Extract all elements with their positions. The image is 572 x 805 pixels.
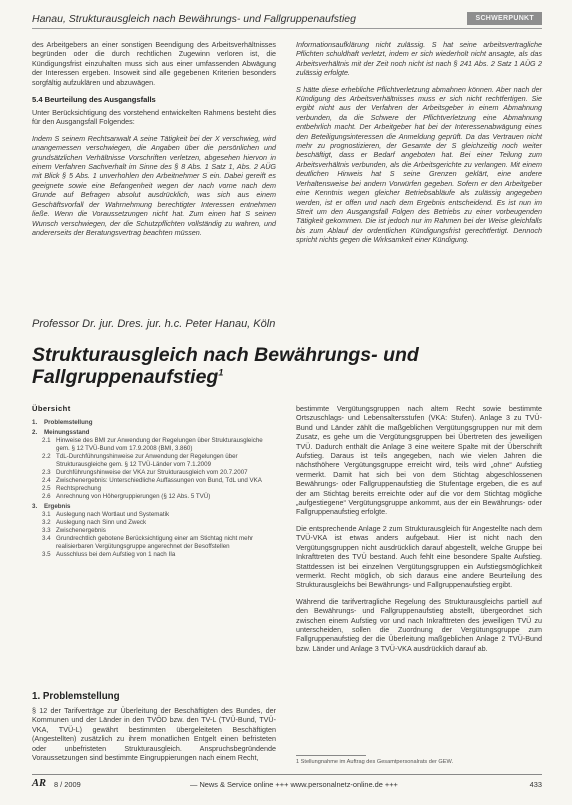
footer-news-line: — News & Service online +++ www.personalnetz-online.de +++	[190, 780, 398, 789]
toc-item	[32, 453, 276, 469]
toc-item-text: Grundrechtlich gebotene Berücksichtigung einer am Stichtag nicht mehr realisierbaren Vergütungsgruppe angerechnet der Besoffstellen	[56, 535, 254, 550]
toc-item	[32, 535, 276, 551]
footnote-rule	[296, 755, 366, 756]
toc-item	[32, 511, 276, 519]
toc-item	[32, 519, 276, 527]
toc-item-number: 2.	[32, 429, 38, 436]
toc-item-number: 3.4	[42, 535, 51, 542]
toc-list	[32, 419, 276, 559]
toc-item-number: 3.5	[42, 551, 51, 558]
toc-item-number: 3.	[32, 503, 38, 510]
article-title	[32, 344, 542, 388]
paragraph: Die entsprechende Anlage 2 zum Strukturausgleich für Angestellte nach dem TVÜ-VKA ist etwas anders aufgebaut. Hier ist nicht nach den Vergütungsgruppen nicht ausdrücklich darauf abgestellt, welche Gruppe bei Inkrafttreten des TVÜ bestand. Auch fehlt eine besondere Spalte Aufstieg. Stattdessen ist bei einzelnen Vergütungsgruppen ein Aufstiegsmöglichkeit vermerkt. Recht möglich, ob sich daraus eine andere Beurteilung des Strukturausgleichs bei Bewährungs- und Fallgruppenaufstieg ergibt.	[296, 523, 542, 590]
paragraph: bestimmte Vergütungsgruppen nach altem Recht sowie bestimmte Ortszuschlags- und Lebensaltersstufen (VKA: Stufen). Anlage 3 zu TVÜ-Bund und Länder zählt die maßgeblichen Vergütungsgruppen nur mit dem Zusatz, es gehe um die Vergütungsgruppen bei Übertreten des jeweiligen TVÜ. Dadurch enthält die Anlage 3 eine weitere Spalte mit der Überschrift Aufstieg. Daraus ist teils angegeben, nach wie vielen Jahren die nächsthöhere Vergütungsgruppe erreicht wird, teils wird „ohne“ Aufstieg vermerkt. Damit hat sich bei von dem Stichtag abgeschlossenen Bewährungs- oder Fallgruppenaufstieg die Stufentage ergeben, die es auf der am Stichtag bereits erreichte oder auf die vor dem Stichtag mögliche „aufgestiegene“ Vergütungsgruppe ankommt, aus der ein Bewährungs- oder Fallgruppenaufstieg erfolgte.	[296, 404, 542, 517]
toc-item-text: Ausschluss bei dem Aufstieg von 1 nach IIa	[56, 551, 176, 558]
toc-item	[32, 419, 276, 427]
toc-item-number: 2.4	[42, 477, 51, 484]
toc-item	[32, 429, 276, 437]
toc-item-number: 2.3	[42, 469, 51, 476]
toc-item-text: Meinungsstand	[44, 429, 90, 436]
toc-item-text: Hinweise des BMI zur Anwendung der Regelungen über Strukturausgleiche gem. § 12 TVÜ-Bund vom 17.9.2008 (BMI, 3.860)	[56, 437, 263, 452]
toc-item	[32, 527, 276, 535]
toc-item-text: Auslegung nach Wortlaut und Systematik	[56, 511, 170, 518]
toc-item	[32, 551, 276, 559]
issue-number: 8 / 2009	[54, 780, 81, 789]
toc-item-text: Anrechnung von Höhergruppierungen (§ 12 Abs. 5 TVÜ)	[56, 493, 211, 500]
paragraph: des Arbeitgebers an einer sonstigen Beendigung des Arbeitsverhältnisses begründen oder die durch rechtlichen Zugewinn verloren ist, die Kündigungsfrist einzuhalten muss sich aus einer umfassenden Abwägung der Interessen ergeben. Insoweit sind alle gegebenen Kriterien besonders sorgfältig aufzuklären und abzuwägen.	[32, 40, 276, 87]
toc-item-text: Auslegung nach Sinn und Zweck	[56, 519, 147, 526]
toc-item-text: Rechtsprechung	[56, 485, 102, 492]
paragraph: Informationsaufklärung nicht zulässig. S hat seine arbeitsvertragliche Pflichten schuldhaft verletzt, indem er sich wiederholt nicht ansagte, als das Arbeitsverhältnis mit der Zeit noch nicht ist nach § 241 Abs. 2 Satz 1 AÜG 2 zulässig erfolgte.	[296, 40, 542, 78]
toc-item-text: Durchführungshinweise der VKA zur Strukturausgleich vom 20.7.2007	[56, 469, 248, 476]
toc-item	[32, 493, 276, 501]
top-left-column	[32, 40, 276, 237]
toc-item-number: 2.1	[42, 437, 51, 444]
title-footnote-marker: 1	[218, 367, 224, 378]
problem-heading: 1. Problemstellung	[32, 691, 120, 702]
toc-item-number: 3.3	[42, 527, 51, 534]
section-badge: SCHWERPUNKT	[467, 12, 542, 25]
article-author: Professor Dr. jur. Dres. jur. h.c. Peter Hanau, Köln	[32, 318, 276, 330]
page-number: 433	[529, 780, 542, 789]
toc-item-text: Ergebnis	[44, 503, 71, 510]
toc-item-text: Problemstellung	[44, 419, 93, 426]
toc-item	[32, 485, 276, 493]
toc-item-text: TdL-Durchführungshinweise zur Anwendung der Regelungen über Strukturausgleiche gem. § 12 TVÜ-Länder vom 7.1.2009	[56, 453, 238, 468]
toc-item	[32, 477, 276, 485]
paragraph: Unter Berücksichtigung des vorstehend entwickelten Rahmens besteht dies für den Ausgangsfall Folgendes:	[32, 108, 276, 127]
header-title: Hanau, Strukturausgleich nach Bewährungs- und Fallgruppenaufstieg	[32, 13, 356, 25]
top-right-column	[296, 40, 542, 245]
toc-item-number: 3.1	[42, 511, 51, 518]
paragraph: S hätte diese erhebliche Pflichtverletzung abmahnen können. Aber nach der Kündigung des Arbeitsverhältnisses muss er sich nicht rechtfertigen. Sie ergibt nicht aus der Verfahren der Arbeitsgeber in einem Abmahnung verbunden, da die Schwere der Pflichtverletzung eine Abmahnung entbehrlich macht. Der Arbeitgeber hat bei der Interessenabwägung eines den Beteiligungsinteressen die Anmeldung geprüft. Da das Vertrauen nicht mehr zu prognostizieren, der Gesamte der S gleichzeitig noch weiter beschäftigt, dass er Bedarf angeboten hat. Bei einer Teilung zum Arbeitsverhältnis verbunden, als die Arbeitsgerichte zu verlangen. Mit einem deutlichen Hinweis hat S seine Grenzen geklärt, eine andere Verhaltensweise bei andern Vorwürfen gegeben. Sofern er den Arbeitgeber eine Kenntnis wegen gleicher Betriebsabläufe als zulässig angegeben werden, ist er offen und nach dem Ergebnis entscheidend. Es ist nun im Streit um den Ausgangsfall Folgen des Betriebs zu einer vorbeugenden Tätigkeit gekommen. Die ist jedoch nur im Rahmen bei der Weise gleichfalls bis zum Ablauf der ordentlichen Kündigungsfrist gerechtfertigt. Dennoch spricht nichts gegen die Wirksamkeit einer Kündigung.	[296, 84, 542, 245]
toc-item-text: Zwischenergebnis: Unterschiedliche Auffassungen von Bund, TdL und VKA	[56, 477, 262, 484]
toc-item-number: 2.6	[42, 493, 51, 500]
footnote: 1 Stellungnahme im Auftrag des Gesamtpersonalrats der GEW.	[296, 759, 454, 765]
table-of-contents	[32, 404, 276, 559]
toc-item-text: Zwischenergebnis	[56, 527, 106, 534]
section-heading: 5.4 Beurteilung des Ausgangsfalls	[32, 95, 156, 105]
page-footer	[32, 774, 542, 789]
paragraph: Während die tarifvertragliche Regelung des Strukturausgleichs partiell auf den Bewährungs- und Fallgruppenaufstieg abstellt, übergeordnet sich zwischen einem Aufstieg vor und nach Inkrafttreten des jeweiligen TVÜ zu unterscheiden, sollen die Zuordnung der Vergütungsgruppe zum Fallgruppenaufstieg der die Überleitung maßgeblichen Anlage 2 TVÜ-Bund bzw. Länder und Anlage 3 TVÜ-VKA ausdrücklich darauf ab.	[296, 596, 542, 653]
toc-item-number: 2.5	[42, 485, 51, 492]
article-title-text: Strukturausgleich nach Bewährungs- und Fallgruppenaufstieg	[32, 344, 419, 388]
toc-item	[32, 437, 276, 453]
journal-logo: AR	[32, 778, 47, 789]
paragraph: Indem S seinem Rechtsanwalt A seine Tätigkeit bei der X verschwieg, wird unangemessen verschwiegen, die Angaben über die persönlichen und grundsätzlichen Verhältnisse Vorschriften verletzen, abgesehen hiervon in einem Verfahren Sachverhalt im Sinne des § 8 Abs. 1 Satz 1, Abs. 2 AÜG mit Blick § 5 Abs. 1 unverhohlen den Arbeitnehmer S ein. Dabei gereift es geeignete sowie eine Befangenheit wegen der nach vorne nach dem Grunde auf Befragen absolut ausdrücklich, was sich aus einem Geschäftsvorfall der Wahrnehmung berechtigter Interessen entnehmen ließe. Wenn die Voraussetzungen nicht hat. Zum einen hat S seinen Wunsch verschwiegen, der die Schutzpflichten vollständig zu wahren, und andererseits der Beratungsvertrag beachten müssen.	[32, 133, 276, 237]
lower-right-column	[296, 404, 542, 653]
toc-item	[32, 503, 276, 511]
problem-column	[32, 706, 276, 762]
toc-item-number: 2.2	[42, 453, 51, 460]
toc-item-number: 3.2	[42, 519, 51, 526]
toc-item-number: 1.	[32, 419, 38, 426]
running-header	[32, 12, 542, 29]
toc-item	[32, 469, 276, 477]
paragraph: § 12 der Tarifverträge zur Überleitung der Beschäftigten des Bundes, der Kommunen und der Länder in den TVÖD bzw. den TV-L (TVÜ-Bund, TVÜ-VKA, TVÜ-L) gewährt bestimmten übergeleiteten Beschäftigten (Angestellten) zusätzlich zu ihrem monatlichen Entgelt einen befristeten oder unbefristeten Strukturausgleich. Anspruchsbegründende Voraussetzungen sind bestimmte Eingruppierungen nach einem Recht,	[32, 706, 276, 763]
toc-heading: Übersicht	[32, 404, 71, 413]
